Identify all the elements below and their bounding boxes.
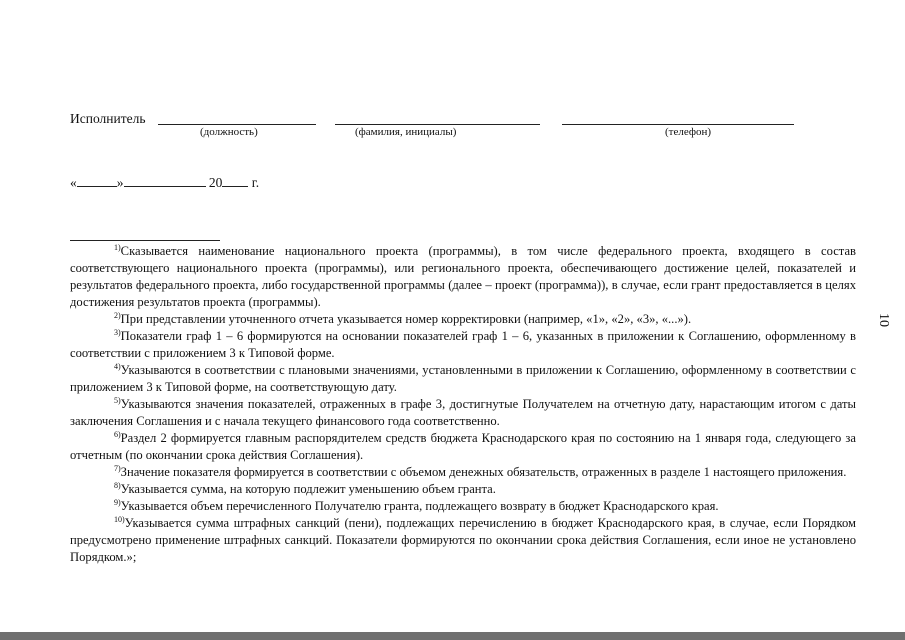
footnote-text: Указывается сумма штрафных санкций (пени), подлежащих перечислению в бюджет Краснодарского края, в случае, если Порядком предусмотрено применение штрафных санкций. Показатели формируются по окончании срока действия Соглашения, если иное не установлено Порядком.»; — [70, 516, 856, 564]
page-number: 10 — [876, 313, 891, 327]
day-blank — [77, 175, 117, 187]
footnote-mark: 4) — [114, 361, 121, 371]
footnote-mark: 9) — [114, 497, 121, 507]
footnote-text: Показатели граф 1 – 6 формируются на основании показателей граф 1 – 6, указанных в приложении к Соглашению, оформленному в соответствии с приложением 3 к Типовой форме. — [70, 329, 856, 360]
footnote-mark: 3) — [114, 327, 121, 337]
footnote — [70, 464, 856, 481]
footnote-text: Указываются в соответствии с плановыми значениями, установленными в приложении к Соглашению, оформленному в соответствии с приложением 3 к Типовой форме, на соответствующую дату. — [70, 363, 856, 394]
caption-position: (должность) — [200, 126, 258, 138]
footnote — [70, 481, 856, 498]
scan-edge — [0, 632, 905, 640]
footnote — [70, 430, 856, 464]
footnote — [70, 362, 856, 396]
executor-label: Исполнитель — [70, 111, 146, 126]
caption-phone: (телефон) — [665, 126, 712, 138]
footnote-mark: 8) — [114, 480, 121, 490]
footnote-rule — [70, 240, 220, 241]
footnote — [70, 311, 856, 328]
position-line — [158, 124, 316, 125]
name-line — [335, 124, 540, 125]
month-blank — [124, 175, 206, 187]
date-close-quote: » — [116, 175, 124, 190]
footnote-mark: 1) — [114, 242, 121, 252]
footnote-text: При представлении уточненного отчета указывается номер корректировки (например, «1», «2», «3», «...»). — [120, 312, 692, 326]
phone-line — [562, 124, 794, 125]
footnotes — [70, 243, 856, 566]
footnote-text: Указываются значения показателей, отраженных в графе 3, достигнутые Получателем на отчетную дату, нарастающим итогом с даты заключения Соглашения и с начала текущего финансового года соответственно. — [70, 397, 856, 428]
footnote-mark: 6) — [114, 429, 121, 439]
year-blank — [222, 175, 248, 187]
footnote-text: Значение показателя формируется в соответствии с объемом денежных обязательств, отраженных в разделе 1 настоящего приложения. — [120, 465, 847, 479]
footnote-text: Раздел 2 формируется главным распорядителем средств бюджета Краснодарского края по состоянию на 1 января года, следующего за отчетным (по окончании срока действия Соглашения). — [70, 431, 856, 462]
year-prefix: 20 — [208, 175, 223, 190]
footnote-mark: 5) — [114, 395, 121, 405]
footnote-text: Указывается объем перечисленного Получателю гранта, подлежащего возврату в бюджет Краснодарского края. — [120, 499, 719, 513]
footnote — [70, 515, 856, 566]
footnote — [70, 396, 856, 430]
footnote-text: Указывается сумма, на которую подлежит уменьшению объем гранта. — [120, 482, 496, 496]
footnote — [70, 498, 856, 515]
footnote — [70, 328, 856, 362]
date-open-quote: « — [70, 175, 77, 190]
date-line — [70, 175, 259, 191]
footnote-mark: 2) — [114, 310, 121, 320]
caption-name: (фамилия, инициалы) — [355, 126, 457, 138]
footnote-text: Сказывается наименование национального проекта (программы), в том числе федерального проекта, входящего в состав соответствующего национального проекта (программы), или регионального проекта, обеспечивающего достижение целей, показателей и результатов федерального проекта, либо государственной программы (далее – проект (программа)), в случае, если грант предоставляется в целях достижения результатов проекта (программы). — [70, 244, 856, 309]
footnote-mark: 7) — [114, 463, 121, 473]
footnote — [70, 243, 856, 311]
year-suffix: г. — [251, 175, 260, 190]
footnote-mark: 10) — [114, 514, 125, 524]
